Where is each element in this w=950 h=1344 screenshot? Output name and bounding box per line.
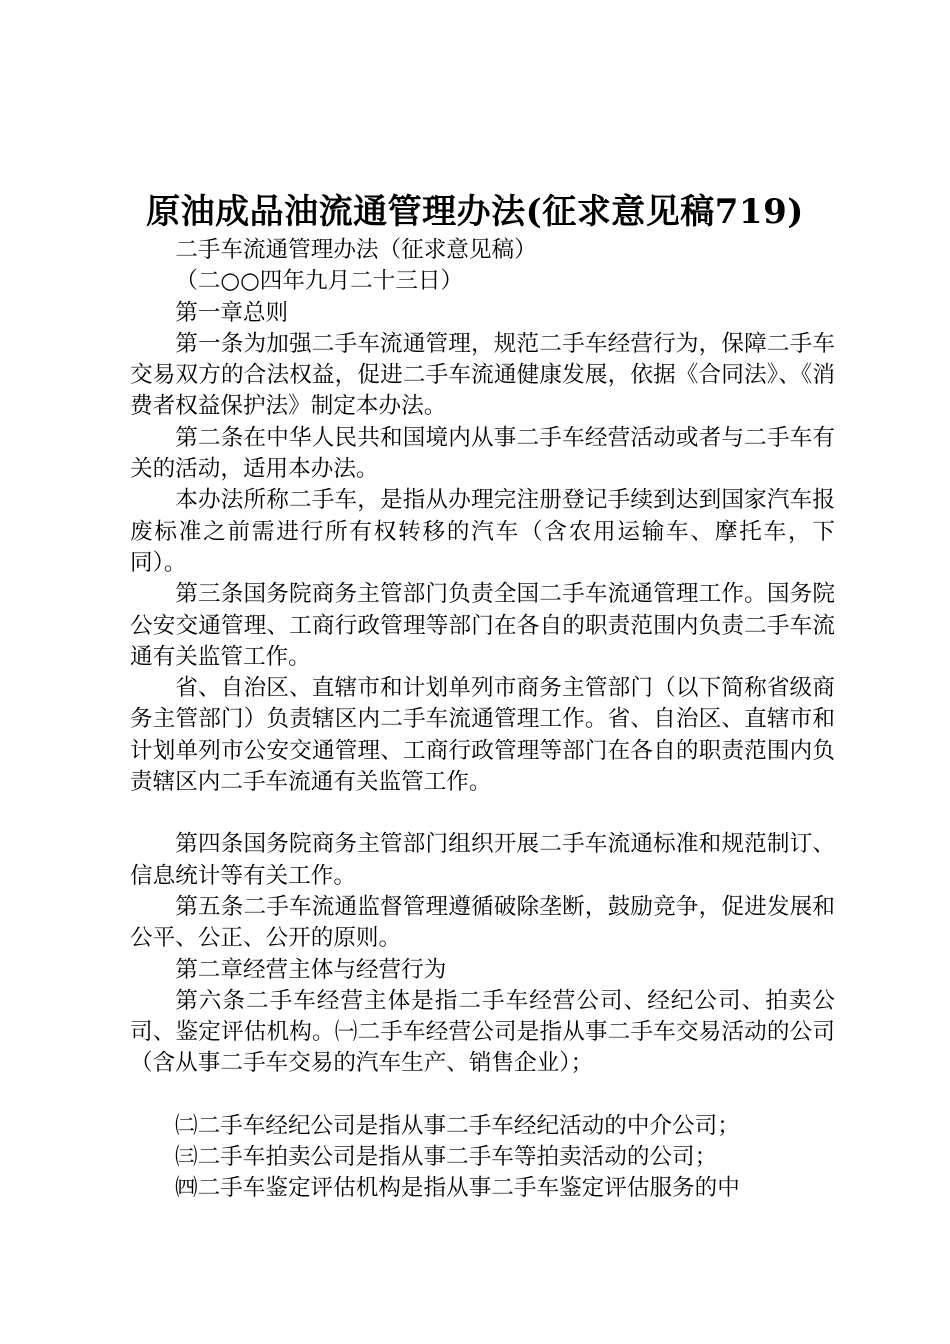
paragraph-gap xyxy=(130,798,835,829)
enum-item-2: ㈡二手车经纪公司是指从事二手车经纪活动的中介公司； xyxy=(175,1112,740,1139)
document-title: 原油成品油流通管理办法(征求意见稿719) xyxy=(146,192,804,232)
paragraph-date: （二○○四年九月二十三日） xyxy=(175,268,464,295)
article-3: 第三条国务院商务主管部门负责全国二手车流通管理工作。国务院公安交通管理、工商行政管理等部门在各自的职责范围内负责二手车流通有关监管工作。 xyxy=(130,581,835,670)
article-3-provincial: 省、自治区、直辖市和计划单列市商务主管部门（以下简称省级商务主管部门）负责辖区内二手车流通管理工作。省、自治区、直辖市和计划单列市公安交通管理、工商行政管理等部门在各自的职责范围内负责辖区内二手车流通有关监管工作。 xyxy=(130,675,835,796)
article-2-definition: 本办法所称二手车，是指从办理完注册登记手续到达到国家汽车报废标准之前需进行所有权转移的汽车（含农用运输车、摩托车，下同）。 xyxy=(130,487,835,576)
article-4: 第四条国务院商务主管部门组织开展二手车流通标准和规范制订、信息统计等有关工作。 xyxy=(130,831,835,889)
article-6: 第六条二手车经营主体是指二手车经营公司、经纪公司、拍卖公司、鉴定评估机构。㈠二手车经营公司是指从事二手车交易活动的公司（含从事二手车交易的汽车生产、销售企业）； xyxy=(130,987,835,1077)
article-5: 第五条二手车流通监督管理遵循破除垄断，鼓励竞争，促进发展和公平、公正、公开的原则。 xyxy=(130,893,835,952)
chapter-heading-1: 第一章总则 xyxy=(175,299,289,326)
enum-item-4: ㈣二手车鉴定评估机构是指从事二手车鉴定评估服务的中 xyxy=(175,1175,740,1202)
document-body xyxy=(130,235,835,1205)
article-2: 第二条在中华人民共和国境内从事二手车经营活动或者与二手车有关的活动，适用本办法。 xyxy=(130,424,835,483)
paragraph-gap xyxy=(130,1080,835,1111)
enum-item-3: ㈢二手车拍卖公司是指从事二手车等拍卖活动的公司； xyxy=(175,1144,718,1171)
chapter-heading-2: 第二章经营主体与经营行为 xyxy=(175,956,447,983)
paragraph-subtitle: 二手车流通管理办法（征求意见稿） xyxy=(175,237,537,263)
article-1: 第一条为加强二手车流通管理，规范二手车经营行为，保障二手车交易双方的合法权益，促进二手车流通健康发展，依据《合同法》、《消费者权益保护法》制定本办法。 xyxy=(130,330,835,420)
